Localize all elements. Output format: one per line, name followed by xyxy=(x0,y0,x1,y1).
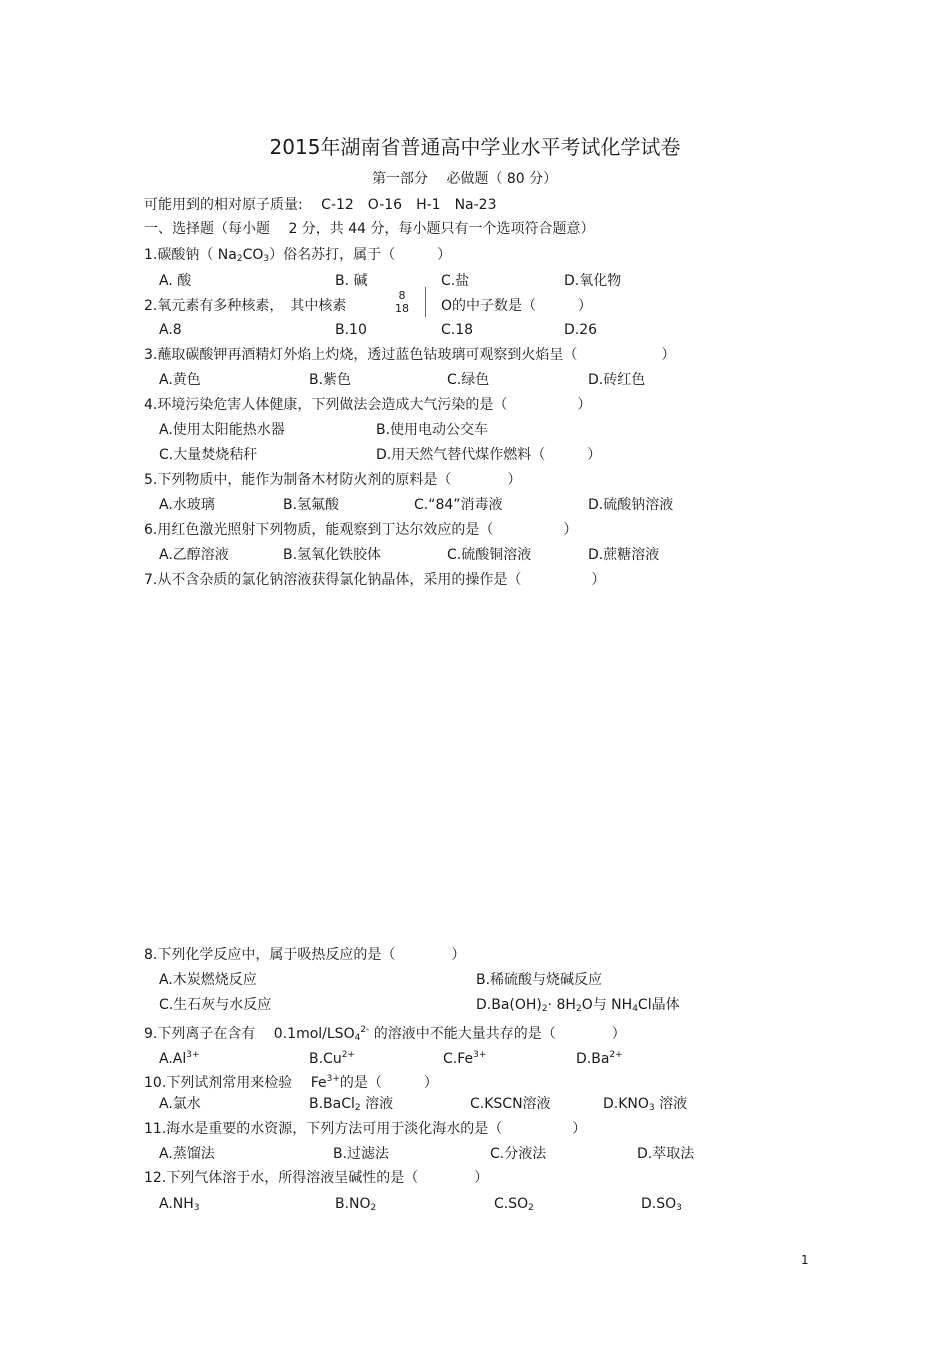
q3-option-c: C.绿色 xyxy=(447,372,490,388)
q10-option-a: A.氯水 xyxy=(159,1096,201,1112)
q12-option-d: $D.SO_3$ xyxy=(641,1196,682,1213)
q12-option-b: $B.NO_2$ xyxy=(335,1196,377,1213)
q6-option-c: C.硫酸铜溶液 xyxy=(447,547,532,563)
question-7-stem: 7.从不含杂质的氯化钠溶液获得氯化钠晶体，采用的操作是（ ） xyxy=(144,572,606,588)
q12-option-c: $C.SO_2$ xyxy=(494,1196,534,1213)
q4-option-d: D.用天然气替代煤作燃料（ ） xyxy=(376,447,602,463)
q8-option-a: A.木炭燃烧反应 xyxy=(159,972,257,988)
q10-option-d: $D.KNO_3$ 溶液 xyxy=(603,1096,688,1113)
q3-option-b: B.紫色 xyxy=(309,372,352,388)
question-10-stem: 10.下列试剂常用来检验 $Fe^{3+}$的是（ ） xyxy=(144,1074,438,1091)
mass-number: 18 xyxy=(395,302,409,315)
q5-option-c: C.“84”消毒液 xyxy=(414,497,503,513)
question-2-stem-a: 2.氧元素有多种核素， 其中核素 xyxy=(144,298,347,314)
q11-option-a: A.蒸馏法 xyxy=(159,1146,215,1162)
q5-option-b: B.氢氟酸 xyxy=(283,497,340,513)
q6-option-a: A.乙醇溶液 xyxy=(159,547,229,563)
atomic-number: 8 xyxy=(398,289,406,302)
q8-option-b: B.稀硫酸与烧碱反应 xyxy=(476,972,603,988)
q2-option-a: A.8 xyxy=(159,322,182,338)
question-6-stem: 6.用红色激光照射下列物质，能观察到丁达尔效应的是（ ） xyxy=(144,522,578,538)
q9-option-b: $B.Cu^{2+}$ xyxy=(309,1050,355,1067)
q3-option-d: D.砖红色 xyxy=(588,372,646,388)
q1-option-b: B. 碱 xyxy=(335,273,368,289)
q4-option-c: C.大量焚烧秸秆 xyxy=(159,447,258,463)
q5-option-d: D.硫酸钠溶液 xyxy=(588,497,674,513)
section-heading: 一、选择题（每小题 2 分，共 44 分，每小题只有一个选项符合题意） xyxy=(144,221,595,237)
q2-option-c: C.18 xyxy=(441,322,474,338)
question-8-stem: 8.下列化学反应中，属于吸热反应的是（ ） xyxy=(144,947,466,963)
q10-option-c: C.KSCN溶液 xyxy=(470,1096,551,1112)
q2-option-b: B.10 xyxy=(335,322,367,338)
q4-option-b: B.使用电动公交车 xyxy=(376,422,489,438)
exam-title: 2015年湖南省普通高中学业水平考试化学试卷 xyxy=(269,135,681,159)
atomic-masses: 可能用到的相对原子质量: C-12 O-16 H-1 Na-23 xyxy=(144,197,497,213)
nuclide-notation xyxy=(391,289,413,315)
q12-option-a: $A.NH_3$ xyxy=(159,1196,200,1213)
q11-option-b: B.过滤法 xyxy=(333,1146,390,1162)
q4-option-a: A.使用太阳能热水器 xyxy=(159,422,285,438)
q9-option-c: $C.Fe^{3+}$ xyxy=(443,1050,487,1067)
question-5-stem: 5.下列物质中，能作为制备木材防火剂的原料是（ ） xyxy=(144,472,522,488)
q6-option-d: D.蔗糖溶液 xyxy=(588,547,660,563)
q1-option-c: C.盐 xyxy=(441,273,470,289)
question-3-stem: 3.蘸取碳酸钾再酒精灯外焰上灼烧，透过蓝色钴玻璃可观察到火焰呈（ ） xyxy=(144,347,676,363)
q11-option-c: C.分液法 xyxy=(490,1146,547,1162)
q1-option-d: D.氧化物 xyxy=(564,273,622,289)
question-4-stem: 4.环境污染危害人体健康，下列做法会造成大气污染的是（ ） xyxy=(144,397,592,413)
question-12-stem: 12.下列气体溶于水，所得溶液呈碱性的是（ ） xyxy=(144,1170,489,1186)
q8-option-c: C.生石灰与水反应 xyxy=(159,997,272,1013)
q10-option-b: B.BaCl$_2$ 溶液 xyxy=(309,1096,394,1113)
q9-option-a: $A.Al^{3+}$ xyxy=(159,1050,200,1067)
page-number: 1 xyxy=(801,1253,809,1267)
part-heading: 第一部分 必做题（ 80 分） xyxy=(372,171,558,187)
q2-option-d: D.26 xyxy=(564,322,598,338)
q8-option-d: $D.Ba(OH)_2\cdot 8H_2O$与 $NH_4Cl$晶体 xyxy=(476,997,680,1014)
question-2-stem-b: O的中子数是（ ） xyxy=(441,298,593,314)
divider-line xyxy=(425,287,426,317)
q11-option-d: D.萃取法 xyxy=(637,1146,695,1162)
question-1-stem: 1.碳酸钠（ $Na_2CO_3$）俗名苏打，属于（ ） xyxy=(144,247,452,264)
question-9-stem: 9.下列离子在含有 $0.1mol/LSO_4^{2-}$ 的溶液中不能大量共存的是（ ） xyxy=(144,1025,626,1043)
q3-option-a: A.黄色 xyxy=(159,372,201,388)
question-11-stem: 11.海水是重要的水资源，下列方法可用于淡化海水的是（ ） xyxy=(144,1121,587,1137)
q5-option-a: A.水玻璃 xyxy=(159,497,215,513)
q6-option-b: B.氢氧化铁胶体 xyxy=(283,547,382,563)
q9-option-d: $D.Ba^{2+}$ xyxy=(576,1050,623,1067)
q1-option-a: A. 酸 xyxy=(159,273,192,289)
